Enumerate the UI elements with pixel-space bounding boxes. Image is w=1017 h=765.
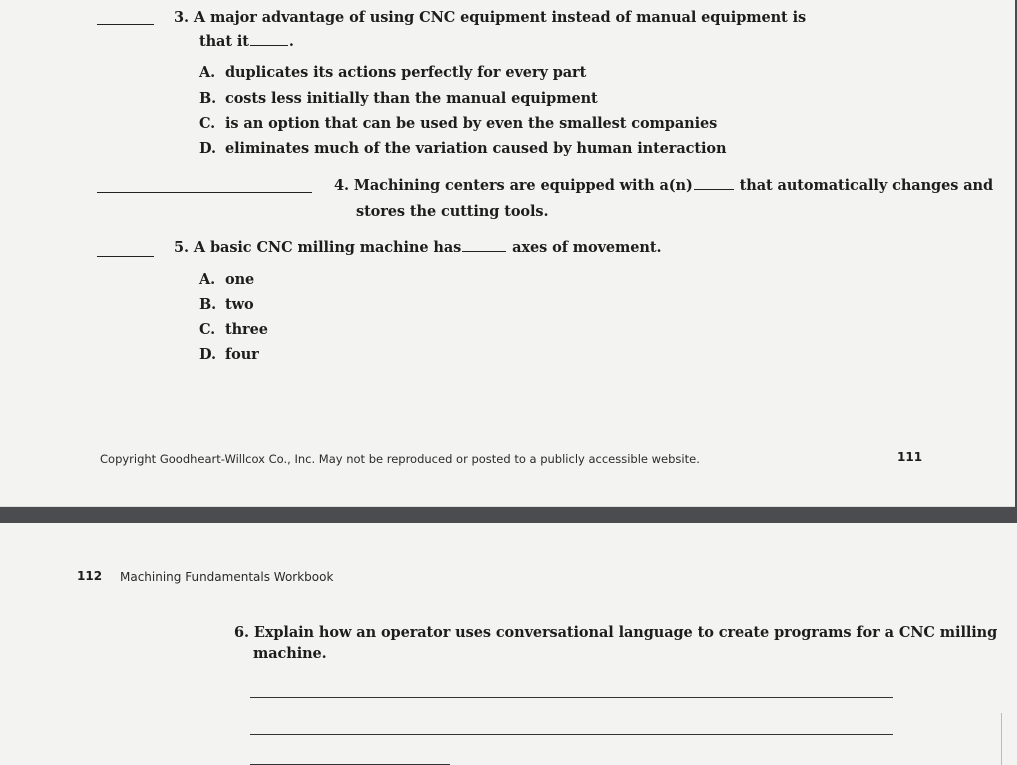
q3-number: 3. (174, 9, 189, 26)
q4-answer-blank (97, 192, 312, 193)
q4-inline-blank (694, 189, 734, 190)
q5-number: 5. (174, 239, 189, 256)
page-number-111: 111 (897, 450, 923, 464)
q5-inline-blank (462, 251, 506, 252)
q5-option-b: B. two (199, 296, 254, 313)
q6-answer-line-1 (250, 697, 893, 698)
q5-answer-blank (97, 256, 154, 257)
q3-option-a: A. duplicates its actions perfectly for every part (199, 64, 587, 81)
q3-inline-blank (250, 45, 288, 46)
q3-option-d: D. eliminates much of the variation caused by human interaction (199, 140, 727, 157)
page-number-112: 112 (77, 569, 103, 583)
copyright-notice: Copyright Goodheart-Willcox Co., Inc. May not be reproduced or posted to a publicly accessible website. (100, 452, 700, 466)
q5-option-d: D. four (199, 346, 259, 363)
q5-option-a: A. one (199, 271, 255, 288)
q6-answer-line-2 (250, 734, 893, 735)
q6-number: 6. (234, 624, 249, 641)
q3-stem-text: A major advantage of using CNC equipment instead of manual equipment is (193, 9, 807, 26)
q4-number: 4. (334, 177, 349, 194)
q4-stem-line2: stores the cutting tools. (356, 203, 549, 220)
q5-option-c: C. three (199, 321, 268, 338)
workbook-page-112 (0, 523, 1017, 765)
workbook-title: Machining Fundamentals Workbook (120, 570, 334, 584)
q3-stem-line2: that it . (199, 33, 294, 50)
q3-answer-blank (97, 24, 154, 25)
q3-stem-line1 (174, 9, 806, 26)
q4-stem-line1: 4. Machining centers are equipped with a(n) that automatically changes and (334, 177, 993, 194)
q6-stem-line1: 6. Explain how an operator uses conversational language to create programs for a CNC milling (234, 624, 998, 641)
page-edge-line (1001, 713, 1002, 765)
q3-option-b: B. costs less initially than the manual equipment (199, 90, 598, 107)
q5-stem: 5. A basic CNC milling machine has axes of movement. (174, 239, 662, 256)
q3-option-c: C. is an option that can be used by even the smallest companies (199, 115, 718, 132)
q6-stem-line2: machine. (253, 645, 327, 662)
